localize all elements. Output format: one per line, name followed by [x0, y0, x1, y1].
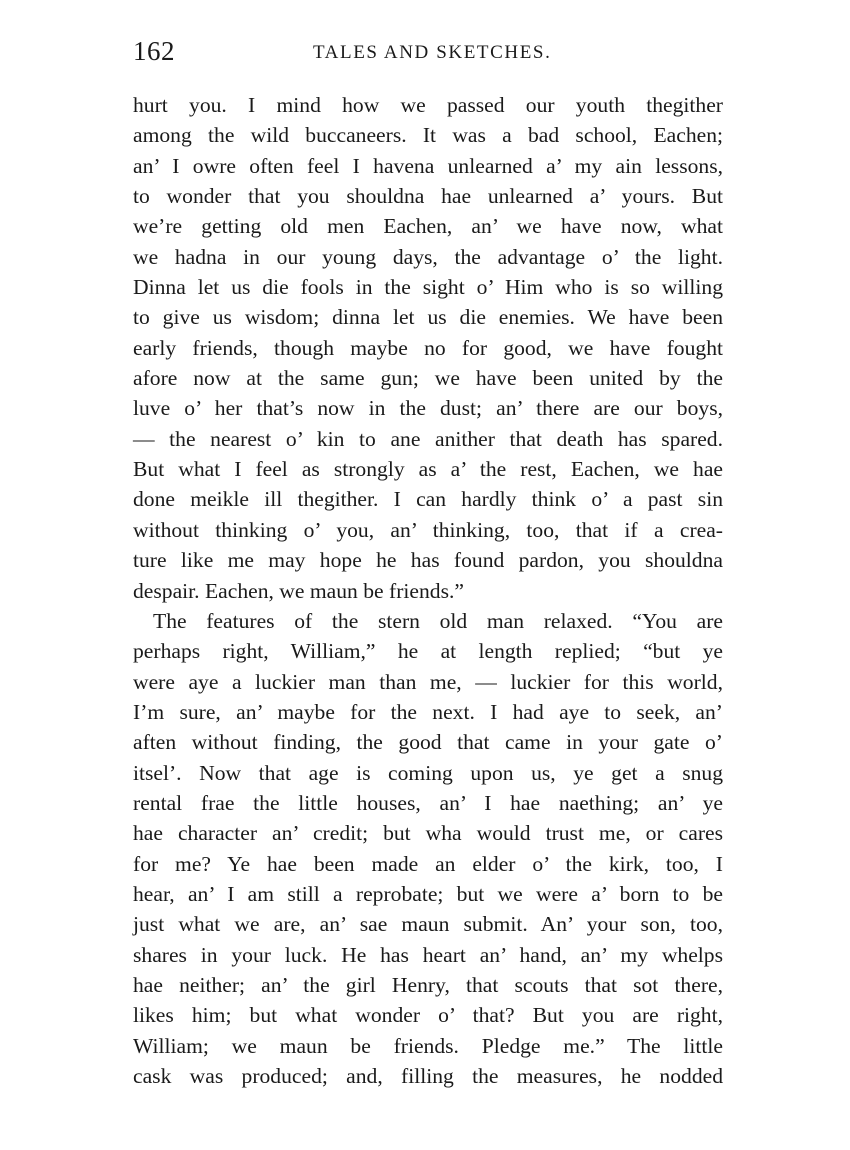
- text-line: early friends, though maybe no for good, we have fought: [133, 335, 723, 360]
- text-line: hurt you. I mind how we passed our youth thegither: [133, 93, 723, 117]
- text-line: an’ I owre often feel I havena unlearned a’ my ain lessons,: [133, 153, 723, 178]
- text-line: rental frae the little houses, an’ I hae naething; an’ ye: [133, 790, 723, 815]
- text-line: itsel’. Now that age is coming upon us, ye get a snug: [133, 760, 723, 785]
- text-line: without thinking o’ you, an’ thinking, too, that if a crea-: [133, 517, 723, 542]
- text-line: hear, an’ I am still a reprobate; but we were a’ born to be: [133, 881, 723, 906]
- text-line: among the wild buccaneers. It was a bad school, Eachen;: [133, 123, 723, 148]
- text-line: shares in your luck. He has heart an’ hand, an’ my whelps: [133, 942, 723, 967]
- page-number: 162: [133, 36, 175, 66]
- text-line: William; we maun be friends. Pledge me.” The little: [133, 1033, 723, 1058]
- text-line: afore now at the same gun; we have been united by the: [133, 366, 723, 391]
- text-line: luve o’ her that’s now in the dust; an’ there are our boys,: [133, 396, 723, 421]
- text-line: hae character an’ credit; but wha would trust me, or cares: [133, 821, 723, 846]
- text-line: cask was produced; and, filling the measures, he nodded: [133, 1064, 723, 1088]
- text-line: I’m sure, an’ maybe for the next. I had aye to seek, an’: [133, 699, 723, 724]
- text-line: despair. Eachen, we maun be friends.”: [133, 578, 464, 603]
- text-line: But what I feel as strongly as a’ the rest, Eachen, we hae: [133, 457, 723, 482]
- text-line: aften without finding, the good that came in your gate o’: [133, 730, 723, 755]
- text-line: we’re getting old men Eachen, an’ we have now, what: [133, 214, 723, 239]
- running-head: [133, 34, 723, 68]
- text-line: perhaps right, William,” he at length replied; “but ye: [133, 639, 723, 664]
- text-line: ture like me may hope he has found pardon, you shouldna: [133, 548, 723, 573]
- text-line: The features of the stern old man relaxed. “You are: [153, 608, 723, 633]
- text-line: likes him; but what wonder o’ that? But you are right,: [133, 1003, 723, 1028]
- body-text: [133, 90, 723, 1091]
- text-line: we hadna in our young days, the advantage o’ the light.: [133, 244, 723, 269]
- text-line: to wonder that you shouldna hae unlearned a’ yours. But: [133, 184, 723, 209]
- text-line: just what we are, an’ sae maun submit. An’ your son, too,: [133, 912, 723, 937]
- text-line: done meikle ill thegither. I can hardly think o’ a past sin: [133, 487, 723, 512]
- text-line: were aye a luckier man than me, — luckier for this world,: [133, 669, 723, 694]
- text-line: — the nearest o’ kin to ane anither that death has spared.: [133, 426, 723, 451]
- text-line: hae neither; an’ the girl Henry, that scouts that sot there,: [133, 972, 723, 997]
- text-line: to give us wisdom; dinna let us die enemies. We have been: [133, 305, 723, 330]
- text-line: Dinna let us die fools in the sight o’ Him who is so willing: [133, 275, 723, 300]
- text-line: for me? Ye hae been made an elder o’ the kirk, too, I: [133, 851, 723, 876]
- running-title: TALES AND SKETCHES.: [313, 42, 552, 63]
